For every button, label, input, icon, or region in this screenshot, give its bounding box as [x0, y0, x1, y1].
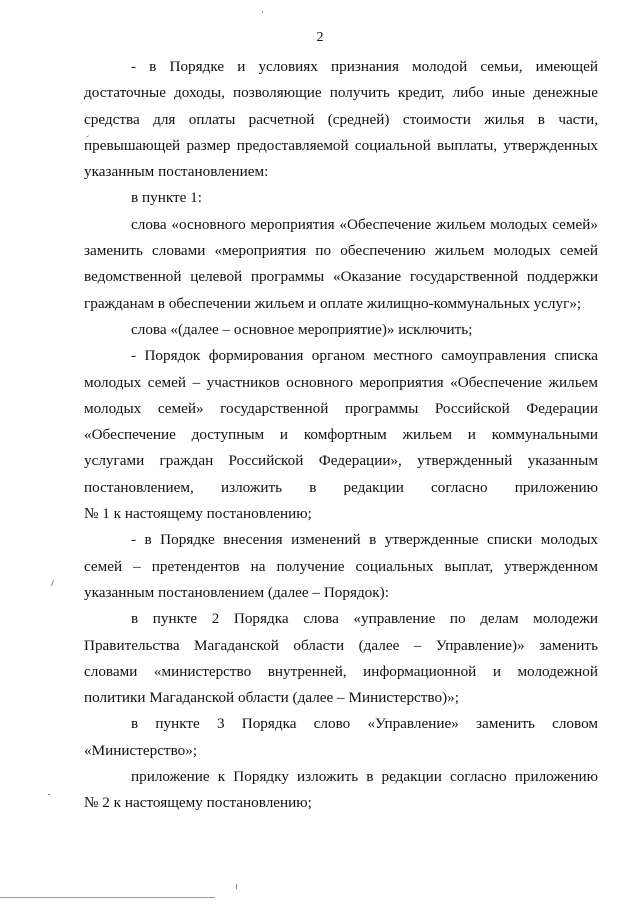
- page-number: 2: [316, 30, 324, 45]
- paragraph-exclude-words: [84, 317, 598, 343]
- text-line: в пункте 1:: [131, 189, 202, 207]
- scan-speck: [236, 884, 237, 889]
- text-line: - Порядок формирования органом местного самоуправления списка: [131, 347, 598, 365]
- text-line: слова «основного мероприятия «Обеспечение жильем молодых семей»: [131, 215, 598, 233]
- text-line: гражданам в обеспечении жильем и оплате жилищно-коммунальных услуг»;: [84, 294, 582, 312]
- text-line: словами «министерство внутренней, информационной и молодежной: [84, 662, 598, 680]
- text-line: семей – претендентов на получение социальных выплат, утвержденном: [84, 557, 598, 575]
- scan-speck: [48, 794, 50, 795]
- paragraph-replace-words: [84, 212, 598, 317]
- text-line: - в Порядке и условиях признания молодой семьи, имеющей: [131, 58, 598, 75]
- text-line: молодых семей – участников основного мероприятия «Обеспечение жильем: [84, 373, 598, 391]
- text-line: заменить словами «мероприятия по обеспечению жильем молодых семей: [84, 242, 598, 260]
- text-line: № 2 к настоящему постановлению;: [84, 794, 312, 812]
- text-line: услугами граждан Российской Федерации», утвержденный указанным: [84, 452, 598, 470]
- text-line: в пункте 3 Порядка слово «Управление» заменить словом: [131, 715, 598, 733]
- text-line: превышающей размер предоставляемой социальной выплаты, утвержденных: [84, 136, 598, 154]
- text-line: слова «(далее – основное мероприятие)» исключить;: [131, 320, 473, 338]
- text-line: «Министерство»;: [84, 741, 198, 759]
- paragraph-point-3: [84, 711, 598, 764]
- text-line: политики Магаданской области (далее – Министерство)»;: [84, 689, 459, 707]
- text-line: постановлением, изложить в редакции согласно приложению: [84, 478, 598, 496]
- bottom-scan-edge: [0, 897, 215, 898]
- text-line: № 1 к настоящему постановлению;: [84, 505, 312, 523]
- paragraph-list-amendment-order: [84, 527, 598, 606]
- text-line: указанным постановлением (далее – Порядок):: [84, 583, 389, 601]
- text-line: молодых семей» государственной программы Российской Федерации: [84, 399, 598, 417]
- paragraph-amendment-conditions: [84, 54, 598, 185]
- paragraph-point-1: [84, 185, 598, 211]
- text-line: в пункте 2 Порядка слова «управление по делам молодежи: [131, 610, 598, 628]
- text-line: ведомственной целевой программы «Оказание государственной поддержки: [84, 268, 598, 286]
- text-line: достаточные доходы, позволяющие получить кредит, либо иные денежные: [84, 84, 598, 102]
- text-line: «Обеспечение доступным и комфортным жильем и коммунальными: [84, 426, 598, 444]
- paragraph-point-2: [84, 606, 598, 711]
- text-line: средства для оплаты расчетной (средней) стоимости жилья в части,: [84, 110, 598, 128]
- text-line: приложение к Порядку изложить в редакции согласно приложению: [131, 768, 598, 786]
- text-line: Правительства Магаданской области (далее – Управление)» заменить: [84, 636, 598, 654]
- paragraph-list-formation-order: [84, 343, 598, 527]
- paragraph-appendix: [84, 764, 598, 817]
- document-body: [84, 54, 598, 817]
- text-line: указанным постановлением:: [84, 163, 269, 181]
- text-line: - в Порядке внесения изменений в утвержденные списки молодых: [131, 531, 598, 549]
- scan-speck: [262, 11, 263, 13]
